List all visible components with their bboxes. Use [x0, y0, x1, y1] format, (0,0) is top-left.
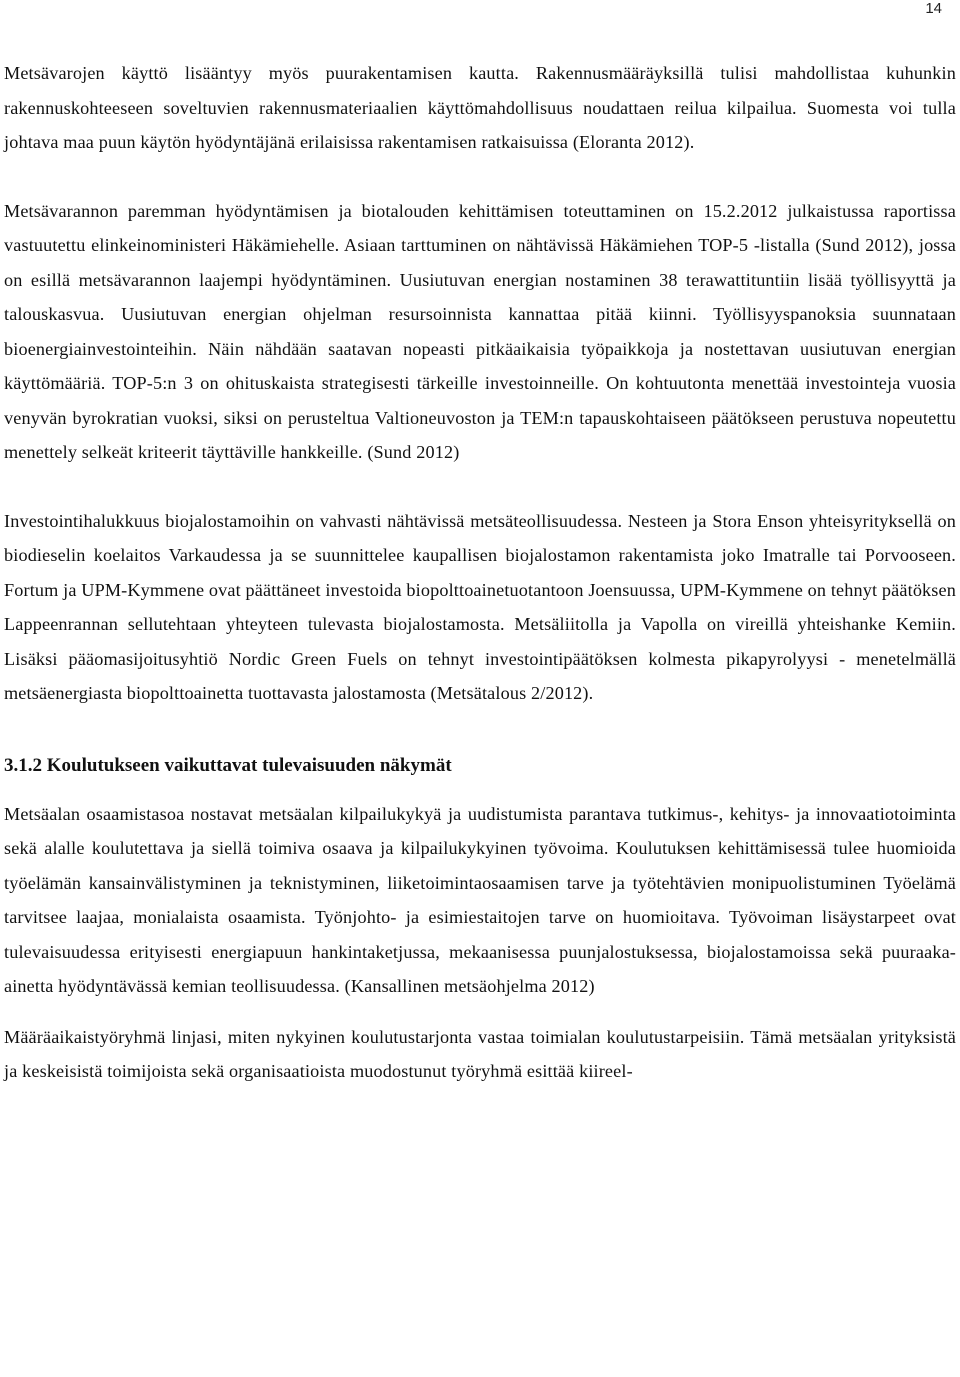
paragraph-working-group: Määräaikaistyöryhmä linjasi, miten nykyinen koulutustarjonta vastaa toimialan koulutustarpeisiin. Tämä metsäalan yrityksistä ja keskeisistä toimijoista sekä organisaatioista muodostunut työryhmä esittää kiireel-: [4, 1026, 956, 1081]
document-body: [4, 56, 956, 1089]
paragraph-wood-construction: Metsävarojen käyttö lisääntyy myös puurakentamisen kautta. Rakennusmääräyksillä tulisi mahdollistaa kuhunkin rakennuskohteeseen soveltuvien rakennusmateriaalien käyttömahdollisuus noudattaen reilua kilpailua. Suomesta voi tulla johtava maa puun käytön hyödyntäjänä erilaisissa rakentamisen ratkaisuissa (Eloranta 2012).: [4, 63, 956, 152]
page-number: 14: [925, 0, 942, 17]
section-heading: 3.1.2 Koulutukseen vaikuttavat tulevaisuuden näkymät: [4, 754, 452, 776]
paragraph-education-outlook: Metsäalan osaamistasoa nostavat metsäalan kilpailukykyä ja uudistumista parantava tutkimus-, kehitys- ja innovaatiotoiminta sekä alalle koulutettava ja siellä toimiva osaava ja kilpailukykyinen työvoima. Koulutuksen kehittämisessä tulee huomioida työelämän kansainvälistyminen ja teknistyminen, liiketoimintaosaamisen tarve ja työtehtävien monipuolistuminen Työelämä tarvitsee laajaa, monialaista osaamista. Työnjohto- ja esimiestaitojen tarve on huomioitava. Työvoiman lisäystarpeet ovat tulevaisuudessa erityisesti energiapuun hankintaketjussa, mekaanisessa puunjalostuksessa, biojalostamoissa sekä puuraaka-ainetta hyödyntävässä kemian teollisuudessa. (Kansallinen metsäohjelma 2012): [4, 803, 956, 996]
paragraph-forest-resources-top5: Metsävarannon paremman hyödyntämisen ja biotalouden kehittämisen toteuttaminen on 15.2.2012 julkaistussa raportissa vastuutettu elinkeinoministeri Häkämiehelle. Asiaan tarttuminen on nähtävissä Häkämiehen TOP-5 -listalla (Sund 2012), jossa on esillä metsävarannon laajempi hyödyntäminen. Uusiutuvan energian nostaminen 38 terawattituntiin lisää työllisyyttä ja talouskasvua. Uusiutuvan energian ohjelman resursoinnista kannattaa pitää kiinni. Työllisyyspanoksia suunnataan bioenergiainvestointeihin. Näin nähdään saatavan nopeasti pitkäaikaisia työpaikkoja ja nostettavan uusiutuvan energian käyttömääriä. TOP-5:n 3 on ohituskaista strategisesti tärkeille investoinneille. On kohtuutonta menettää investointeja vuosia venyvän byrokratian vuoksi, siksi on perusteltua Valtioneuvoston ja TEM:n tapauskohtaiseen päätökseen perustuva nopeutettu menettely selkeät kriteerit täyttäville hankkeille. (Sund 2012): [4, 200, 956, 462]
paragraph-biorefinery-investments: Investointihalukkuus biojalostamoihin on vahvasti nähtävissä metsäteollisuudessa. Nesteen ja Stora Enson yhteisyrityksellä on biodieselin koelaitos Varkaudessa ja se suunnittelee kaupallisen biojalostamon rakentamista joko Imatralle tai Porvooseen. Fortum ja UPM-Kymmene ovat päättäneet investoida biopolttoainetuotantoon Joensuussa, UPM-Kymmene on tehnyt päätöksen Lappeenrannan sellutehtaan yhteyteen tulevasta biojalostamosta. Metsäliitolla ja Vapolla on vireillä yhteishanke Kemiin. Lisäksi pääomasijoitusyhtiö Nordic Green Fuels on tehnyt investointipäätöksen kolmesta pikapyrolyysi - menetelmällä metsäenergiasta biopolttoainetta tuottavasta jalostamosta (Metsätalous 2/2012).: [4, 510, 956, 703]
